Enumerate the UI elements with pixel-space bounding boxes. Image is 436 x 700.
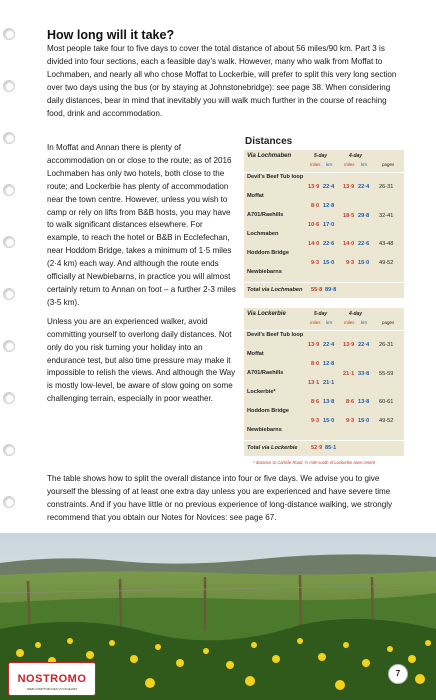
page-title: How long will it take?	[47, 28, 175, 42]
total-label: Total via Lockerbie	[247, 445, 298, 451]
place-name: Newbiebarns	[247, 269, 282, 275]
ring-hole	[3, 184, 15, 196]
miles-unit: miles	[310, 320, 321, 325]
pages: 55-59	[379, 371, 394, 377]
table-row	[244, 268, 404, 282]
km-unit: km	[326, 162, 332, 167]
miles-unit: miles	[344, 320, 355, 325]
route-start-label: Via Lochmaben	[247, 153, 292, 159]
total-km: 89·8	[325, 287, 337, 293]
place-name: Moffat	[247, 193, 264, 199]
miles-5day: 13·1	[308, 380, 320, 386]
km-5day: 17·0	[323, 222, 335, 228]
five-day-header: 5-day	[314, 153, 328, 159]
place-name: A701/Raehills	[247, 212, 284, 218]
page-number: 7	[388, 664, 408, 684]
miles-5day: 8·6	[311, 399, 320, 405]
km-5day: 12·8	[323, 203, 335, 209]
ring-hole	[3, 80, 15, 92]
logo-subtext: WEB COMPTOIR DES VOYAGEURS	[26, 687, 78, 691]
km-5day: 22·4	[323, 184, 335, 190]
miles-5day: 14·0	[308, 241, 320, 247]
miles-unit: miles	[344, 162, 355, 167]
place-name: Lochmaben	[247, 231, 279, 237]
table-row	[244, 407, 404, 426]
km-4day: 29·8	[358, 213, 370, 219]
total-km: 85·1	[325, 445, 337, 451]
miles-unit: miles	[310, 162, 321, 167]
km-4day: 22·4	[358, 184, 370, 190]
place-name: Lockerbie*	[247, 389, 276, 395]
table-total-row	[244, 440, 404, 456]
four-day-header: 4-day	[349, 153, 363, 159]
km-4day: 15·0	[358, 260, 370, 266]
km-5day: 22·4	[323, 342, 335, 348]
total-label: Total via Lochmaben	[247, 287, 303, 293]
km-5day: 13·8	[323, 399, 335, 405]
pages: 43-48	[379, 241, 394, 247]
km-5day: 15·0	[323, 418, 335, 424]
miles-5day: 13·9	[308, 342, 320, 348]
miles-4day: 18·5	[343, 213, 355, 219]
miles-5day: 9·3	[311, 260, 320, 266]
table-row	[244, 249, 404, 268]
table-row	[244, 173, 404, 192]
pages: 26-31	[379, 184, 394, 190]
place-name: Newbiebarns	[247, 427, 282, 433]
logo-text: NOSTROMO	[17, 673, 87, 685]
place-name: Moffat	[247, 351, 264, 357]
km-5day: 15·0	[323, 260, 335, 266]
pages: 49-52	[379, 418, 394, 424]
distance-table-lockerbie	[244, 308, 404, 456]
ring-hole	[3, 340, 15, 352]
distance-table-lochmaben	[244, 150, 404, 298]
table-row	[244, 369, 404, 388]
nostromo-logo	[8, 662, 96, 696]
left-column	[47, 142, 237, 412]
total-miles: 55·8	[311, 287, 323, 293]
km-unit: km	[361, 162, 367, 167]
lockerbie-footnote: * distance to Carlisle Road, ½ mile south of Lockerbie town centre	[253, 460, 376, 465]
place-name: A701/Raehills	[247, 370, 284, 376]
table-row	[244, 350, 404, 369]
miles-4day: 14·0	[343, 241, 355, 247]
five-day-header: 5-day	[314, 311, 328, 317]
km-unit: km	[361, 320, 367, 325]
ring-hole	[3, 392, 15, 404]
table-header	[244, 150, 404, 173]
km-5day: 22·6	[323, 241, 335, 247]
advice-paragraph: Unless you are an experienced walker, avoid committing yourself to overlong daily distances. Not only do you risk turning your holiday into an endurance test, but also time pressure may make it impossible to relish the views. And although the Way is mostly low-level, be aware of slow going on some challenging terrain, especially in poor weather.	[47, 316, 236, 404]
km-5day: 21·1	[323, 380, 335, 386]
km-unit: km	[326, 320, 332, 325]
table-row	[244, 230, 404, 249]
table-row	[244, 388, 404, 407]
table-row	[244, 426, 404, 440]
miles-5day: 10·6	[308, 222, 320, 228]
km-4day: 22·4	[358, 342, 370, 348]
miles-4day: 9·3	[346, 418, 355, 424]
intro-paragraph: Most people take four to five days to cover the total distance of about 56 miles/90 km. Part 3 is divided into four sections, each a feasible day’s walk. However, many who walk from Moffat to Lochmaben, and nearly all who chose Moffat to Lockerbie, will prefer to split this very long section over two days using the bus (or by staying at Johnstonebridge): see page 38. When considering daily distances, bear in mind that inevitably you will walk much further in the course of reaching food, drink and accommodation.	[47, 44, 397, 118]
table-total-row	[244, 282, 404, 298]
ring-hole	[3, 236, 15, 248]
miles-5day: 8·0	[311, 203, 320, 209]
total-miles: 52·9	[311, 445, 323, 451]
km-4day: 22·6	[358, 241, 370, 247]
pages: 49-52	[379, 260, 394, 266]
miles-4day: 13·9	[343, 184, 355, 190]
ring-hole	[3, 132, 15, 144]
pages: 60-61	[379, 399, 394, 405]
table-row	[244, 211, 404, 230]
pages: 32-41	[379, 213, 394, 219]
distances-heading: Distances	[245, 136, 293, 147]
miles-4day: 8·6	[346, 399, 355, 405]
miles-4day: 21·1	[343, 371, 355, 377]
miles-4day: 9·3	[346, 260, 355, 266]
miles-5day: 9·3	[311, 418, 320, 424]
pages-unit: pages	[382, 320, 395, 325]
place-name: Devil’s Beef Tub loop	[247, 174, 304, 180]
km-4day: 15·0	[358, 418, 370, 424]
pages-unit: pages	[382, 162, 395, 167]
km-4day: 13·8	[358, 399, 370, 405]
ring-hole	[3, 28, 15, 40]
table-row	[244, 192, 404, 211]
place-name: Hoddom Bridge	[247, 408, 289, 414]
km-4day: 33·8	[358, 371, 370, 377]
outro-paragraph: The table shows how to split the overall distance into four or five days. We advise you to give yourself the blessing of at least one extra day unless you are experienced and have severe time constraints. And if you have little or no previous experience of long-distance walking, we strongly recommend that you obtain our Notes for Novices: see page 67.	[47, 474, 393, 522]
four-day-header: 4-day	[349, 311, 363, 317]
table-row	[244, 331, 404, 350]
ring-hole	[3, 496, 15, 508]
miles-5day: 13·9	[308, 184, 320, 190]
miles-4day: 13·9	[343, 342, 355, 348]
ring-hole	[3, 288, 15, 300]
km-5day: 12·8	[323, 361, 335, 367]
pages: 26-31	[379, 342, 394, 348]
route-start-label: Via Lockerbie	[247, 311, 286, 317]
place-name: Hoddom Bridge	[247, 250, 289, 256]
ring-hole	[3, 444, 15, 456]
table-header	[244, 308, 404, 331]
accommodation-paragraph: In Moffat and Annan there is plenty of accommodation on or close to the route; as of 2016 Lochmaben has only two hotels, both close to the route; and Lockerbie has plenty of accommodation near the town centre. However, unless you wish to camp or rely on lifts from B&B hosts, you may have to walk significant distances elsewhere. For example, to reach the hotel or B&B in Ecclefechan, near Hoddom Bridge, takes a minimum of 1·5 miles (2·4 km) each way. And although the route ends officially at Newbiebarns, in practice you will almost certainly return to Annan on foot – a further 2-3 miles (3-5 km).	[47, 143, 236, 307]
place-name: Devil’s Beef Tub loop	[247, 332, 304, 338]
miles-5day: 8·0	[311, 361, 320, 367]
